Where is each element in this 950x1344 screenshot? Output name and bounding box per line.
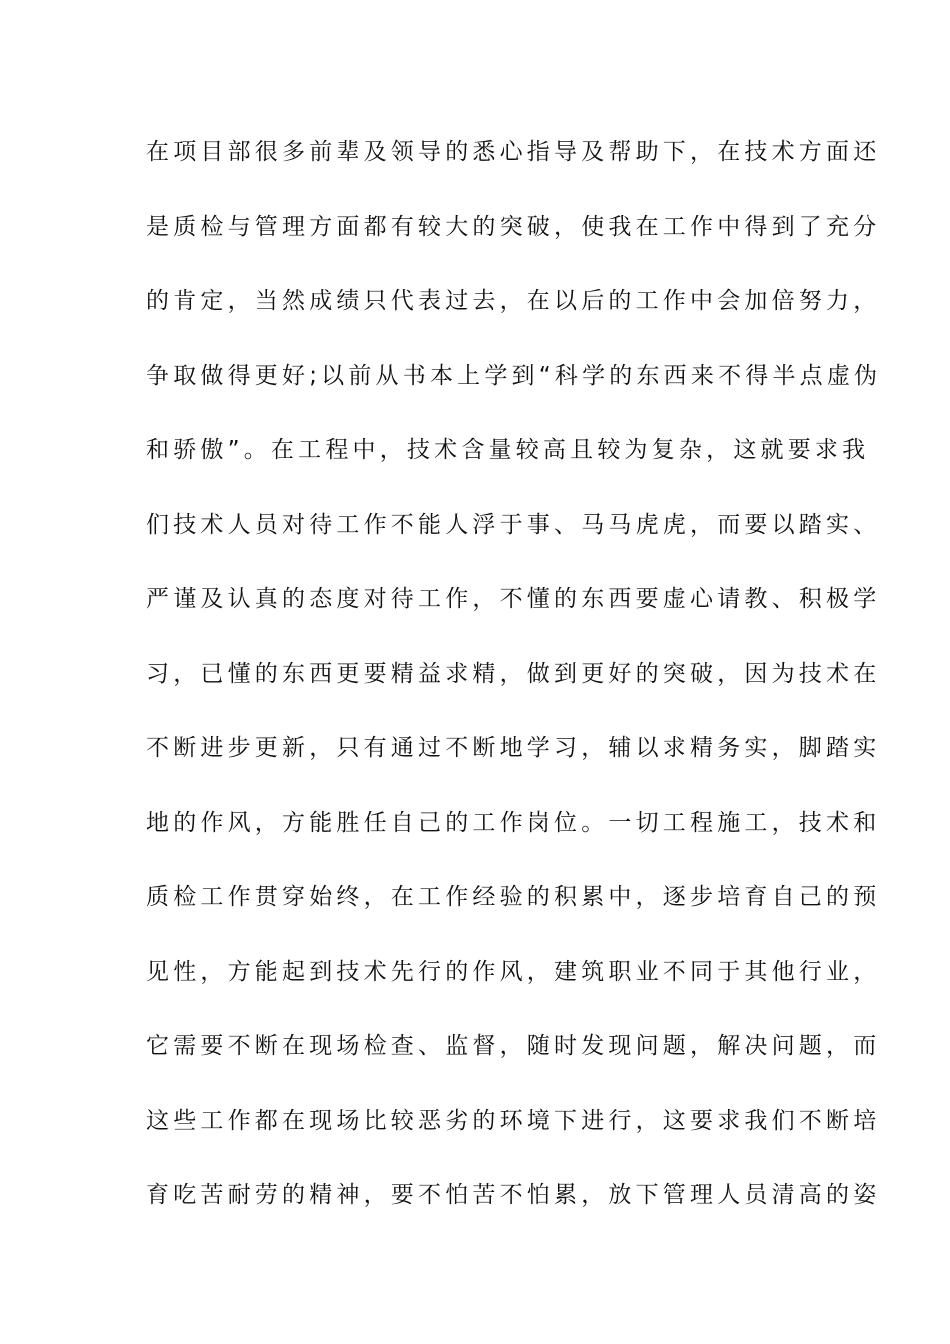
text-line: 它需要不断在现场检查、监督，随时发现问题，解决问题，而 [146,1033,881,1059]
text-line: 严谨及认真的态度对待工作，不懂的东西要虚心请教、积极学 [146,586,881,612]
text-line: 和骄傲”。在工程中，技术含量较高且较为复杂，这就要求我 [146,437,870,463]
text-line: 不断进步更新，只有通过不断地学习，辅以求精务实，脚踏实 [146,735,881,761]
text-line: 地的作风，方能胜任自己的工作岗位。一切工程施工，技术和 [146,809,881,836]
text-line: 争取做得更好;以前从书本上学到“科学的东西来不得半点虚伪 [146,362,882,389]
text-line: 育吃苦耐劳的精神，要不怕苦不怕累，放下管理人员清高的姿 [146,1182,881,1208]
body-text [146,130,882,1248]
text-line: 见性，方能起到技术先行的作风，建筑职业不同于其他行业， [146,958,881,985]
text-line: 这些工作都在现场比较恶劣的环境下进行，这要求我们不断培 [146,1107,881,1134]
text-line: 质检工作贯穿始终，在工作经验的积累中，逐步培育自己的预 [146,884,881,910]
text-line: 的肯定，当然成绩只代表过去，在以后的工作中会加倍努力， [146,288,881,314]
text-line: 在项目部很多前辈及领导的悉心指导及帮助下，在技术方面还 [146,139,881,165]
text-line: 是质检与管理方面都有较大的突破，使我在工作中得到了充分 [146,213,881,240]
text-line: 习，已懂的东西更要精益求精，做到更好的突破，因为技术在 [146,660,881,687]
text-line: 们技术人员对待工作不能人浮于事、马马虎虎，而要以踏实、 [146,511,881,538]
